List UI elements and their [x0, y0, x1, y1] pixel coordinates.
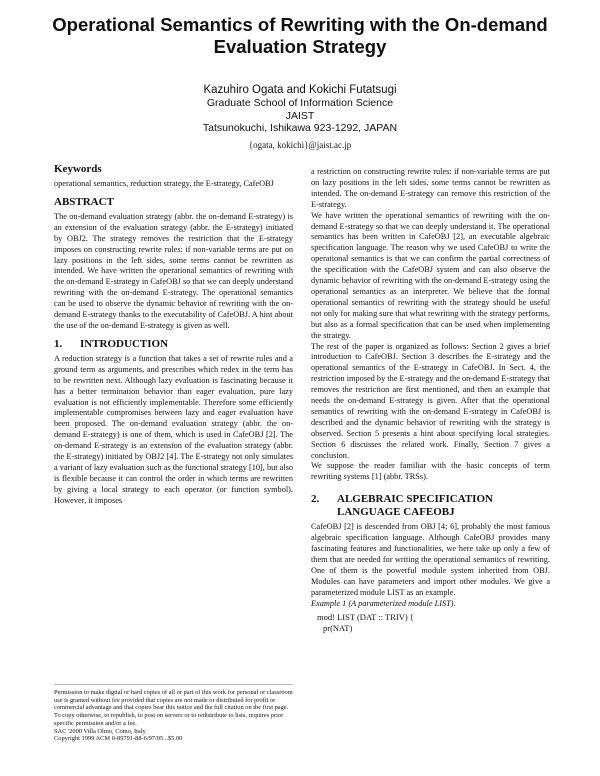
left-column: [54, 163, 293, 507]
intro-paragraph-1: A reduction strategy is a function that takes a set of rewrite rules and a ground term as arguments, and prescribes which redex in the term has to be rewritten next. Although lazy evaluation is fascinating because it has a better termination behavior than eager evaluation, pure lazy evaluation is not efficiently implementable. Therefore some efficiently implementable compromises between lazy and eager evaluation have been proposed. The on-demand evaluation strategy (abbr. the on-demand E-strategy) is one of them, which is used in CafeOBJ [2]. The on-demand E-strategy is an extension of the evaluation strategy (abbr. the E-strategy) initiated by OBJ2 [4]. The E-strategy not only simulates a variant of lazy evaluation such as the functional strategy [10], but also is flexible because it can control the order in which terms are rewritten by giving a local strategy to each operator (or function symbol). However, it imposes: [54, 353, 293, 505]
code-line-2: pr(NAT): [323, 622, 353, 633]
intro-paragraph-2: a restriction on constructing rewrite rules: if non-variable terms are put on lazy positions in the left sides, some terms cannot be rewritten as intended. The on-demand E-strategy can remove this restriction of the E-strategy.: [311, 167, 550, 209]
example-title: Example 1 (A parameterized module LIST).: [311, 598, 456, 608]
affiliation-institute: JAIST: [285, 109, 315, 122]
section2-number: 2.: [311, 493, 320, 506]
abstract-paragraph: The on-demand evaluation strategy (abbr. the on-demand E-strategy) is an extension of the evaluation strategy (abbr. the E-strategy) initiated by OBJ2. The strategy removes the restriction that the E-strategy imposes on constructing rewrite rules: if non-variable terms are put on lazy positions in the left sides, some terms cannot be rewritten as intended. We have written the operational semantics of rewriting with the on-demand E-strategy in CafeOBJ so that we can deeply understand rewriting with the on-demand E-strategy. The operational semantics can be used to observe the dynamic behavior of rewriting with the on-demand E-strategy thanks to the executability of CafeOBJ. A hint about the use of the on-demand E-strategy is given as well.: [54, 211, 293, 330]
paper-title: [40, 14, 560, 58]
title-line-1: Operational Semantics of Rewriting with the On-demand: [52, 14, 548, 35]
right-column: [311, 167, 550, 634]
affiliation-school: Graduate School of Information Science: [206, 97, 394, 109]
code-line-1: mod! LIST (DAT :: TRIV) {: [317, 611, 414, 622]
footer-copyright: Copyright 1999 ACM 0-89791-88-6/97/05 ..$5.00: [54, 735, 183, 743]
abstract-heading: ABSTRACT: [54, 195, 114, 208]
copyright-footer: [54, 684, 293, 743]
intro-paragraph-3: We have written the operational semantics of rewriting with the on-demand E-strategy so that we can deeply understand it. The operational semantics has been written in CafeOBJ [2], an executable algebraic specification language. The reason why we used CafeOBJ to write the operational semantics is that we can confirm the partial correctness of the specification with the CafeOBJ system and can also observe the dynamic behavior of rewriting with the on-demand E-strategy using the operational semantics as an interpreter. We believe that the formal operational semantics of rewriting with the strategy should be useful not only for making sure that what rewriting with the strategy performs, but also as a formal specification that can be used when implementing the strategy.: [311, 210, 550, 340]
intro-paragraph-5: We suppose the reader familiar with the basic concepts of term rewriting systems [1] (abbr. TRSs).: [311, 461, 550, 482]
code-listing: [311, 612, 550, 634]
intro-paragraph-4: The rest of the paper is organized as follows: Section 2 gives a brief introduction to CafeOBJ. Section 3 describes the E-strategy and the operational semantics of the E-strategy in CafeOBJ. In Sect. 4, the restriction imposed by the E-strategy and the on-demand E-strategy that removes the restriction are first mentioned, and then an example that needs the on-demand E-strategy is given. After that the operational semantics of rewriting with the on-demand E-strategy in CafeOBJ is described and the dynamic behavior of rewriting with the strategy is observed. Section 5 presents a hint about specifying local strategies. Section 6 discusses the related work. Finally, Section 7 gives a conclusion.: [311, 341, 550, 460]
author-block: [100, 84, 500, 151]
footer-venue: SAC '2000 Villa Olmo, Como, Italy: [54, 727, 146, 735]
footer-permission: Permission to make digital or hard copies of all or part of this work for personal or classroom use is granted without fee provided that copies are not made or distributed for profit or commercial advantage and that copies bear this notice and the full citation on the first page. To copy otherwise, to republish, to post on servers or to redistribute to lists, requires prior specific permission and/or a fee.: [54, 689, 293, 727]
intro-heading-text: INTRODUCTION: [80, 337, 169, 350]
keywords-heading: Keywords: [54, 163, 102, 175]
section2-heading-line-1: ALGEBRAIC SPECIFICATION: [337, 493, 493, 506]
section2-heading: [311, 493, 550, 519]
author-names: Kazuhiro Ogata and Kokichi Futatsugi: [203, 84, 397, 96]
intro-number: 1.: [54, 337, 63, 350]
affiliation-address: Tatsunokuchi, Ishikawa 923-1292, JAPAN: [202, 122, 398, 134]
section2-heading-line-2: LANGUAGE CAFEOBJ: [337, 506, 455, 519]
keywords-text: operational semantics, reduction strategy, the E-strategy, CafeOBJ: [54, 179, 274, 188]
intro-heading: [54, 338, 293, 351]
title-line-2: Evaluation Strategy: [213, 36, 387, 57]
author-email: {ogata, kokichi}@jaist.ac.jp: [248, 139, 352, 150]
section2-paragraph: CafeOBJ [2] is descended from OBJ [4; 6], probably the most famous algebraic specification language. Although CafeOBJ provides many fascinating features and functionalities, we here take up only a few of them that are needed for writing the operational semantics of rewriting. One of them is the powerful module system inherited from OBJ. Modules can have parameters and import other modules. We give a parameterized module LIST as an example.: [311, 522, 550, 597]
